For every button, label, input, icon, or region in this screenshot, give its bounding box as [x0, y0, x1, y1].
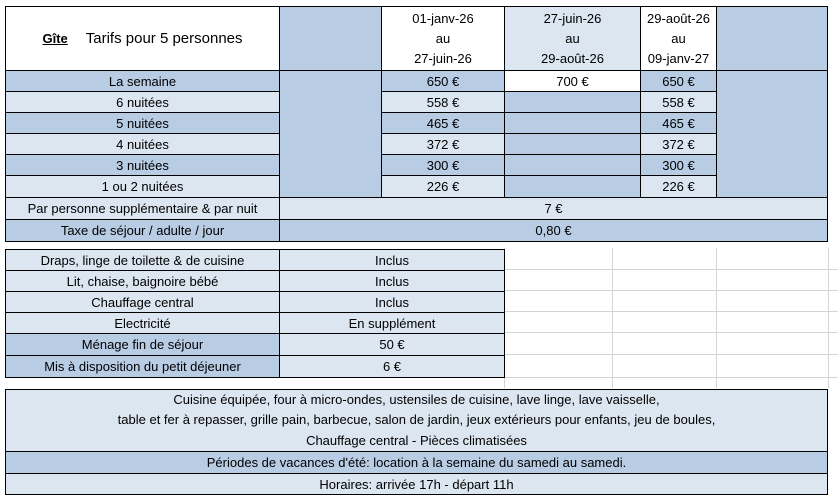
service-value: Inclus: [279, 291, 505, 313]
rate-period-2: 700 €: [504, 70, 641, 92]
rate-period-1: 465 €: [381, 112, 505, 134]
service-label: Chauffage central: [5, 291, 280, 313]
extra-label: Par personne supplémentaire & par nuit: [5, 197, 280, 220]
rate-period-1: 558 €: [381, 91, 505, 113]
period-1-to-word: au: [435, 30, 451, 46]
header-title-cell: [5, 6, 280, 71]
period-3-to-word: au: [671, 30, 686, 46]
rate-period-2: [504, 91, 641, 113]
period-3-from: 29-août-26: [647, 10, 710, 26]
service-value: Inclus: [279, 270, 505, 292]
service-label: Ménage fin de séjour: [5, 333, 280, 356]
extra-value: 0,80 €: [279, 219, 828, 242]
rate-period-3: 650 €: [640, 70, 717, 92]
period-2-to: 29-août-26: [541, 50, 604, 66]
period-2-to-word: au: [565, 30, 580, 46]
extra-label: Taxe de séjour / adulte / jour: [5, 219, 280, 242]
rate-period-1: 372 €: [381, 133, 505, 155]
rate-label: 5 nuitées: [5, 112, 280, 134]
service-value: En supplément: [279, 312, 505, 334]
amenities-line: table et fer à repasser, grille pain, barbecue, salon de jardin, jeux extérieurs pour enfants, jeu de boules,: [117, 412, 716, 428]
period-1-from: 01-janv-26: [412, 10, 474, 26]
period-2-from: 27-juin-26: [543, 10, 602, 26]
hours-note: Horaires: arrivée 17h - départ 11h: [5, 473, 828, 495]
rate-period-2: [504, 154, 641, 176]
period-1-to: 27-juin-26: [414, 50, 472, 66]
rate-label: 1 ou 2 nuitées: [5, 175, 280, 198]
rate-period-3: 558 €: [640, 91, 717, 113]
rate-label: La semaine: [5, 70, 280, 92]
service-label: Mis à disposition du petit déjeuner: [5, 355, 280, 378]
rate-period-2: [504, 112, 641, 134]
rate-period-2: [504, 133, 641, 155]
rate-period-1: 300 €: [381, 154, 505, 176]
rate-period-1: 226 €: [381, 175, 505, 198]
rate-period-1: 650 €: [381, 70, 505, 92]
rate-period-3: 300 €: [640, 154, 717, 176]
period-header-3: [640, 6, 717, 71]
rate-period-3: 465 €: [640, 112, 717, 134]
amenities-line: Chauffage central - Pièces climatisées: [306, 432, 527, 448]
rate-label: 3 nuitées: [5, 154, 280, 176]
header-right-spacer: [716, 6, 828, 71]
rates-left-spacer: [279, 70, 382, 198]
service-value: 6 €: [279, 355, 505, 378]
amenities-description: [5, 389, 828, 452]
rate-label: 6 nuitées: [5, 91, 280, 113]
period-header-2: [504, 6, 641, 71]
summer-periods-note: Périodes de vacances d'été: location à la semaine du samedi au samedi.: [5, 451, 828, 474]
service-label: Lit, chaise, baignoire bébé: [5, 270, 280, 292]
rate-label: 4 nuitées: [5, 133, 280, 155]
gite-label: Gîte: [42, 31, 68, 46]
rate-period-2: [504, 175, 641, 198]
amenities-line: Cuisine équipée, four à micro-ondes, ustensiles de cuisine, lave linge, lave vaisselle,: [173, 391, 660, 407]
header-spacer-cell: [279, 6, 382, 71]
rate-period-3: 372 €: [640, 133, 717, 155]
rate-period-3: 226 €: [640, 175, 717, 198]
rates-title: Tarifs pour 5 personnes: [85, 30, 243, 47]
rates-right-spacer: [716, 70, 828, 198]
service-value: 50 €: [279, 333, 505, 356]
service-label: Draps, linge de toilette & de cuisine: [5, 249, 280, 271]
period-3-to: 09-janv-27: [647, 50, 710, 66]
service-label: Electricité: [5, 312, 280, 334]
extra-value: 7 €: [279, 197, 828, 220]
service-value: Inclus: [279, 249, 505, 271]
period-header-1: [381, 6, 505, 71]
